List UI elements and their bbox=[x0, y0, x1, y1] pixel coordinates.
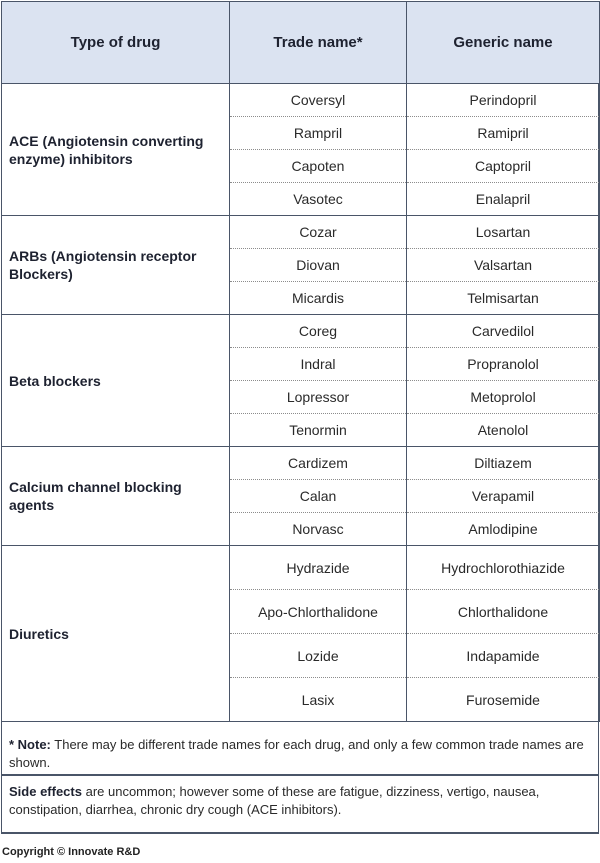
trade-name-cell: Cardizem bbox=[230, 447, 407, 480]
trade-name-cell: Lozide bbox=[230, 634, 407, 678]
trade-name-cell: Norvasc bbox=[230, 513, 407, 546]
trade-name-cell: Vasotec bbox=[230, 183, 407, 216]
trade-name-cell: Capoten bbox=[230, 150, 407, 183]
side-effects-text: are uncommon; however some of these are fatigue, dizziness, vertigo, nausea, constipation, diarrhea, chronic dry cough (ACE inhibitors). bbox=[9, 784, 540, 817]
note-box bbox=[1, 723, 599, 775]
trade-name-cell: Lopressor bbox=[230, 381, 407, 414]
generic-name-cell: Metoprolol bbox=[407, 381, 600, 414]
trade-name-cell: Hydrazide bbox=[230, 546, 407, 590]
table-row bbox=[2, 84, 600, 117]
generic-name-cell: Propranolol bbox=[407, 348, 600, 381]
generic-name-cell: Diltiazem bbox=[407, 447, 600, 480]
copyright: Copyright © Innovate R&D bbox=[2, 846, 141, 858]
drug-type-cell: Diuretics bbox=[2, 546, 230, 722]
header-trade-name: Trade name* bbox=[230, 2, 407, 84]
generic-name-cell: Hydrochlorothiazide bbox=[407, 546, 600, 590]
generic-name-cell: Amlodipine bbox=[407, 513, 600, 546]
trade-name-cell: Rampril bbox=[230, 117, 407, 150]
table-row bbox=[2, 447, 600, 480]
table-row bbox=[2, 546, 600, 590]
drug-type-cell: Calcium channel blocking agents bbox=[2, 447, 230, 546]
generic-name-cell: Perindopril bbox=[407, 84, 600, 117]
header-generic-name: Generic name bbox=[407, 2, 600, 84]
trade-name-cell: Micardis bbox=[230, 282, 407, 315]
generic-name-cell: Atenolol bbox=[407, 414, 600, 447]
generic-name-cell: Enalapril bbox=[407, 183, 600, 216]
trade-name-cell: Calan bbox=[230, 480, 407, 513]
generic-name-cell: Indapamide bbox=[407, 634, 600, 678]
generic-name-cell: Losartan bbox=[407, 216, 600, 249]
trade-name-cell: Cozar bbox=[230, 216, 407, 249]
generic-name-cell: Valsartan bbox=[407, 249, 600, 282]
trade-name-cell: Tenormin bbox=[230, 414, 407, 447]
generic-name-cell: Carvedilol bbox=[407, 315, 600, 348]
trade-name-cell: Lasix bbox=[230, 678, 407, 722]
note-text: There may be different trade names for each drug, and only a few common trade names are shown. bbox=[9, 737, 584, 770]
trade-name-cell: Apo-Chlorthalidone bbox=[230, 590, 407, 634]
header-row bbox=[2, 2, 600, 84]
generic-name-cell: Captopril bbox=[407, 150, 600, 183]
table-row bbox=[2, 216, 600, 249]
note-label: * Note: bbox=[9, 737, 51, 752]
trade-name-cell: Diovan bbox=[230, 249, 407, 282]
generic-name-cell: Verapamil bbox=[407, 480, 600, 513]
generic-name-cell: Furosemide bbox=[407, 678, 600, 722]
side-effects-box bbox=[1, 775, 599, 834]
trade-name-cell: Coreg bbox=[230, 315, 407, 348]
trade-name-cell: Indral bbox=[230, 348, 407, 381]
drug-table-body bbox=[2, 84, 600, 722]
header-type: Type of drug bbox=[2, 2, 230, 84]
table-row bbox=[2, 315, 600, 348]
side-effects-label: Side effects bbox=[9, 784, 82, 799]
drug-table bbox=[1, 1, 600, 722]
drug-type-cell: ACE (Angiotensin converting enzyme) inhibitors bbox=[2, 84, 230, 216]
generic-name-cell: Chlorthalidone bbox=[407, 590, 600, 634]
trade-name-cell: Coversyl bbox=[230, 84, 407, 117]
generic-name-cell: Ramipril bbox=[407, 117, 600, 150]
generic-name-cell: Telmisartan bbox=[407, 282, 600, 315]
drug-type-cell: ARBs (Angiotensin receptor Blockers) bbox=[2, 216, 230, 315]
drug-type-cell: Beta blockers bbox=[2, 315, 230, 447]
